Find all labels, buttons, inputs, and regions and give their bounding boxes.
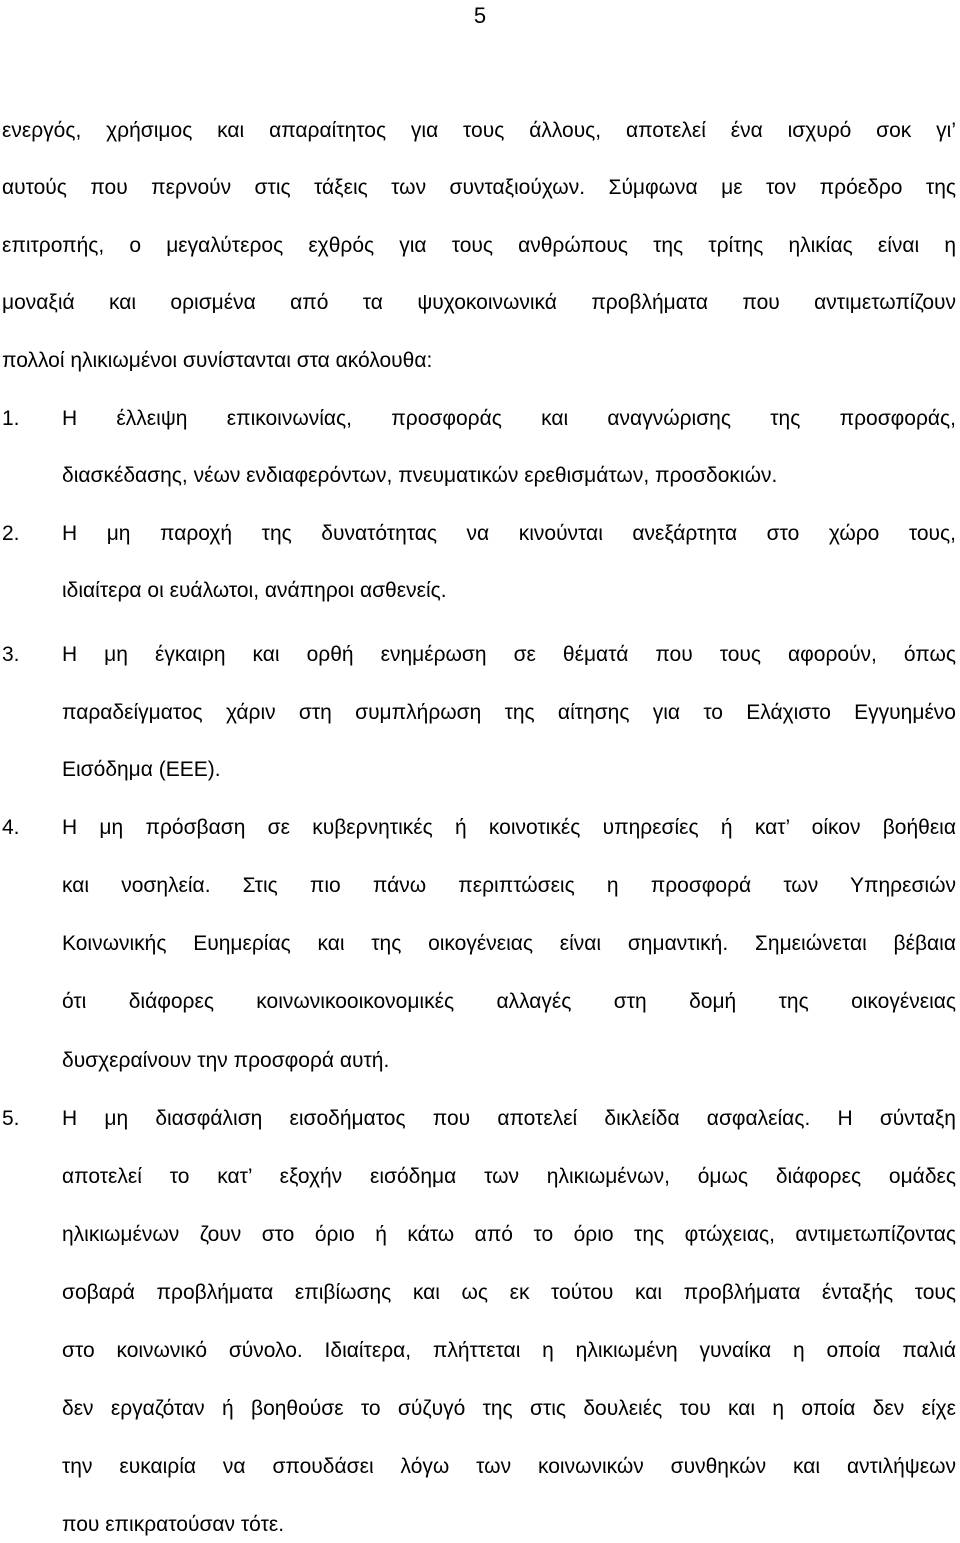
text-line: δυσχεραίνουν την προσφορά αυτή. <box>62 1049 390 1072</box>
list-item-number: 5. <box>2 1107 20 1130</box>
text-line: ιδιαίτερα οι ευάλωτοι, ανάπηροι ασθενείς. <box>62 579 447 602</box>
list-item-number: 1. <box>2 407 20 430</box>
text-line: διασκέδασης, νέων ενδιαφερόντων, πνευματικών ερεθισμάτων, προσδοκιών. <box>62 464 778 487</box>
text-line: επιτροπής, ο μεγαλύτερος εχθρός για τους ανθρώπους της τρίτης ηλικίας είναι η <box>2 234 956 257</box>
text-line: σοβαρά προβλήματα επιβίωσης και ως εκ τούτου και προβλήματα ένταξής τους <box>62 1281 956 1304</box>
text-line: δεν εργαζόταν ή βοηθούσε το σύζυγό της στις δουλειές του και η οποία δεν είχε <box>62 1397 956 1420</box>
page-number: 5 <box>473 3 487 28</box>
text-line: και νοσηλεία. Στις πιο πάνω περιπτώσεις η προσφορά των Υπηρεσιών <box>62 874 956 897</box>
text-line: Η μη διασφάλιση εισοδήματος που αποτελεί δικλείδα ασφαλείας. Η σύνταξη <box>62 1107 956 1130</box>
text-line: πολλοί ηλικιωμένοι συνίστανται στα ακόλουθα: <box>2 349 433 372</box>
text-line: Η έλλειψη επικοινωνίας, προσφοράς και αναγνώρισης της προσφοράς, <box>62 407 956 430</box>
text-line: Κοινωνικής Ευημερίας και της οικογένειας είναι σημαντική. Σημειώνεται βέβαια <box>62 932 956 955</box>
text-line: Η μη παροχή της δυνατότητας να κινούνται ανεξάρτητα στο χώρο τους, <box>62 522 956 545</box>
text-line: μοναξιά και ορισμένα από τα ψυχοκοινωνικά προβλήματα που αντιμετωπίζουν <box>2 291 956 314</box>
list-item-number: 3. <box>2 643 20 666</box>
text-line: στο κοινωνικό σύνολο. Ιδιαίτερα, πλήττεται η ηλικιωμένη γυναίκα η οποία παλιά <box>62 1339 956 1362</box>
text-line: που επικρατούσαν τότε. <box>62 1513 285 1536</box>
text-line: ότι διάφορες κοινωνικοοικονομικές αλλαγές στη δομή της οικογένειας <box>62 990 956 1013</box>
text-line: ενεργός, χρήσιμος και απαραίτητος για τους άλλους, αποτελεί ένα ισχυρό σοκ γι’ <box>2 119 956 142</box>
text-line: ηλικιωμένων ζουν στο όριο ή κάτω από το όριο της φτώχειας, αντιμετωπίζοντας <box>62 1223 956 1246</box>
list-item-number: 2. <box>2 522 20 545</box>
text-line: αυτούς που περνούν στις τάξεις των συνταξιούχων. Σύμφωνα με τον πρόεδρο της <box>2 176 956 199</box>
text-line: Η μη έγκαιρη και ορθή ενημέρωση σε θέματά που τους αφορούν, όπως <box>62 643 956 666</box>
list-item-number: 4. <box>2 816 20 839</box>
text-line: παραδείγματος χάριν στη συμπλήρωση της αίτησης για το Ελάχιστο Εγγυημένο <box>62 701 956 724</box>
text-line: αποτελεί το κατ’ εξοχήν εισόδημα των ηλικιωμένων, όμως διάφορες ομάδες <box>62 1165 956 1188</box>
text-line: Η μη πρόσβαση σε κυβερνητικές ή κοινοτικές υπηρεσίες ή κατ’ οίκον βοήθεια <box>62 816 956 839</box>
text-line: Εισόδημα (ΕΕΕ). <box>62 758 221 781</box>
text-line: την ευκαιρία να σπουδάσει λόγω των κοινωνικών συνθηκών και αντιλήψεων <box>62 1455 956 1478</box>
